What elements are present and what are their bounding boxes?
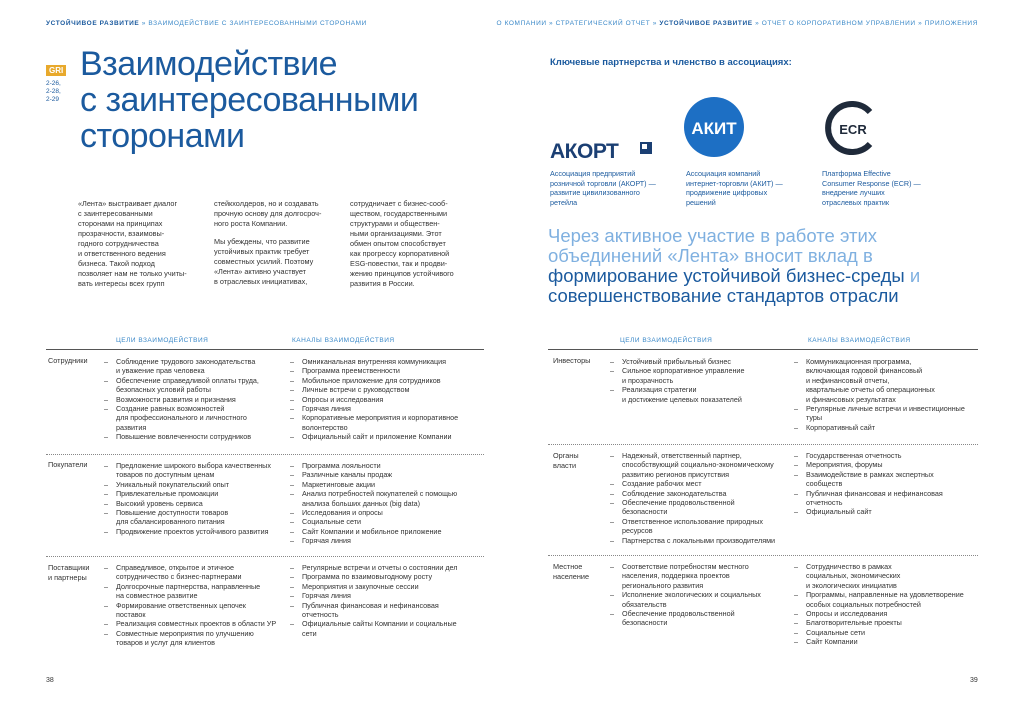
table-row-goals: – Справедливое, открытое и этичное сотрудничество с бизнес-партнерами – Долгосрочные партнерства, направленные на совместное развитие – Формирование ответственных цепочек поставок – Реализация совместных проектов в области УР – Совместные мероприятия по улучшению товаров и услуг для клиентов (104, 563, 282, 648)
page-number: 38 (46, 677, 54, 684)
intro-column-2: стейкхолдеров, но и создавать прочную основу для долгосроч- ного роста Компании. Мы убеждены, что развитие устойчивых практик требует совместных усилий. Поэтому «Лента» активно участвует в отраслевых инициативах, (214, 199, 322, 286)
table-row-channels: – Коммуникационная программа, включающая годовой финансовый и нефинансовый отчеты, квартальные отчеты об операционных и финансовых результатах – Регулярные личные встречи и инвестиционные туры – Корпоративный сайт (794, 357, 980, 432)
goals-column-header: ЦЕЛИ ВЗАИМОДЕЙСТВИЯ (620, 337, 713, 344)
svg-text:АКОРТ: АКОРТ (550, 140, 619, 162)
intro-column-1: «Лента» выстраивает диалог с заинтересованными сторонами на принципах прозрачности, взаимовы- годного сотрудничества и ответственного ведения бизнеса. Такой подход позволяет нам не только учиты- вать интересы всех групп (78, 199, 187, 288)
table-row-goals: – Надежный, ответственный партнер, способствующий социально-экономическому развитию регионов присутствия – Создание рабочих мест – Соблюдение законодательства – Обеспечение продовольственной безопасности – Ответственное использование природных ресурсов – Партнерства с локальными производителями (610, 451, 796, 545)
akit-logo (683, 96, 745, 163)
partners-heading: Ключевые партнерства и членство в ассоциациях: (550, 57, 792, 68)
row-divider (46, 556, 484, 557)
nav-item-sustainability[interactable]: УСТОЙЧИВОЕ РАЗВИТИЕ (659, 20, 753, 27)
breadcrumb-section[interactable]: УСТОЙЧИВОЕ РАЗВИТИЕ (46, 20, 140, 27)
table-row-label: Покупатели (48, 460, 88, 469)
table-top-rule (46, 349, 484, 350)
table-row-channels: – Государственная отчетность – Мероприятия, форумы – Взаимодействие в рамках экспертных сообществ – Публичная финансовая и нефинансовая отчетность – Официальный сайт (794, 451, 980, 517)
section-nav: О КОМПАНИИ » СТРАТЕГИЧЕСКИЙ ОТЧЕТ » УСТОЙЧИВОЕ РАЗВИТИЕ » ОТЧЕТ О КОРПОРАТИВНОМ УПРАВЛЕНИИ » ПРИЛОЖЕНИЯ (496, 20, 978, 27)
pull-quote: Через активное участие в работе этих объединений «Лента» вносит вклад в формирование устойчивой бизнес-среды и совершенствование стандартов отрасли (548, 225, 921, 306)
nav-item-strategy[interactable]: СТРАТЕГИЧЕСКИЙ ОТЧЕТ (555, 20, 651, 27)
acort-description: Ассоциация предприятий розничной торговли (АКОРТ) — развитие цивилизованного ретейла (550, 169, 656, 207)
ecr-description: Платформа Effective Consumer Response (ECR) — внедрение лучших отраслевых практик (822, 169, 921, 207)
page-title: Взаимодействие с заинтересованными сторонами (80, 45, 419, 155)
breadcrumb-subsection: ВЗАИМОДЕЙСТВИЕ С ЗАИНТЕРЕСОВАННЫМИ СТОРОНАМИ (148, 20, 367, 27)
row-divider (548, 444, 978, 445)
intro-column-3: сотрудничает с бизнес-сооб- ществом, государственными структурами и обществен- ными организациями. Этот обмен опытом способствует как прогрессу корпоративной ESG-повестки, так и продви- жению принципов устойчивого развития в России. (350, 199, 454, 288)
table-row-goals: – Соблюдение трудового законодательства и уважение прав человека – Обеспечение справедливой оплаты труда, безопасных условий работы – Возможности развития и признания – Создание равных возможностей для профессионального и личностного развития – Повышение вовлеченности сотрудников (104, 357, 282, 442)
nav-item-appendices[interactable]: ПРИЛОЖЕНИЯ (924, 20, 978, 27)
row-divider (46, 454, 484, 455)
ecr-logo (820, 98, 880, 163)
svg-text:ECR: ECR (839, 122, 867, 137)
nav-item-company[interactable]: О КОМПАНИИ (496, 20, 547, 27)
page-number: 39 (970, 677, 978, 684)
table-row-label: Поставщики и партнеры (48, 563, 90, 582)
channels-column-header: КАНАЛЫ ВЗАИМОДЕЙСТВИЯ (808, 337, 911, 344)
table-row-label: Местное население (553, 562, 590, 581)
acort-logo (550, 138, 660, 167)
table-top-rule (548, 349, 978, 350)
goals-column-header: ЦЕЛИ ВЗАИМОДЕЙСТВИЯ (116, 337, 209, 344)
table-row-goals: – Устойчивый прибыльный бизнес – Сильное корпоративное управление и прозрачность – Реализация стратегии и достижение целевых показателей (610, 357, 796, 404)
table-row-goals: – Соответствие потребностям местного населения, поддержка проектов регионального развития – Исполнение экологических и социальных обязательств – Обеспечение продовольственной безопасности (610, 562, 796, 628)
gri-label: GRI (46, 65, 66, 76)
table-row-channels: – Программа лояльности – Различные каналы продаж – Маркетинговые акции – Анализ потребностей покупателей с помощью анализа больших данных (big data) – Исследования и опросы – Социальные сети – Сайт Компании и мобильное приложение – Горячая линия (290, 461, 484, 546)
table-row-channels: – Регулярные встречи и отчеты о состоянии дел – Программа по взаимовыгодному росту – Мероприятия и закупочные сессии – Горячая линия – Публичная финансовая и нефинансовая отчетность – Официальные сайты Компании и социальные сети (290, 563, 484, 638)
table-row-label: Органы власти (553, 451, 579, 470)
table-row-goals: – Предложение широкого выбора качественных товаров по доступным ценам – Уникальный покупательский опыт – Привлекательные промоакции – Высокий уровень сервиса – Повышение доступности товаров для сбалансированного питания – Продвижение проектов устойчивого развития (104, 461, 282, 536)
breadcrumb: УСТОЙЧИВОЕ РАЗВИТИЕ » ВЗАИМОДЕЙСТВИЕ С ЗАИНТЕРЕСОВАННЫМИ СТОРОНАМИ (46, 20, 367, 27)
row-divider (548, 555, 978, 556)
table-row-label: Сотрудники (48, 356, 88, 365)
svg-text:АКИТ: АКИТ (691, 119, 737, 138)
table-row-channels: – Омниканальная внутренняя коммуникация – Программа преемственности – Мобильное приложение для сотрудников – Личные встречи с руководством – Опросы и исследования – Горячая линия – Корпоративные мероприятия и корпоративное волонтерство – Официальный сайт и приложение Компании (290, 357, 484, 442)
channels-column-header: КАНАЛЫ ВЗАИМОДЕЙСТВИЯ (292, 337, 395, 344)
table-row-label: Инвесторы (553, 356, 591, 365)
table-row-channels: – Сотрудничество в рамках социальных, экономических и экологических инициатив – Программы, направленные на удовлетворение особых социальных потребностей – Опросы и исследования – Благотворительные проекты – Социальные сети – Сайт Компании (794, 562, 980, 647)
akit-description: Ассоциация компаний интернет-торговли (АКИТ) — продвижение цифровых решений (686, 169, 783, 207)
nav-item-governance[interactable]: ОТЧЕТ О КОРПОРАТИВНОМ УПРАВЛЕНИИ (761, 20, 916, 27)
gri-refs: 2-26, 2-28, 2-29 (46, 80, 61, 103)
gri-block (46, 60, 66, 104)
